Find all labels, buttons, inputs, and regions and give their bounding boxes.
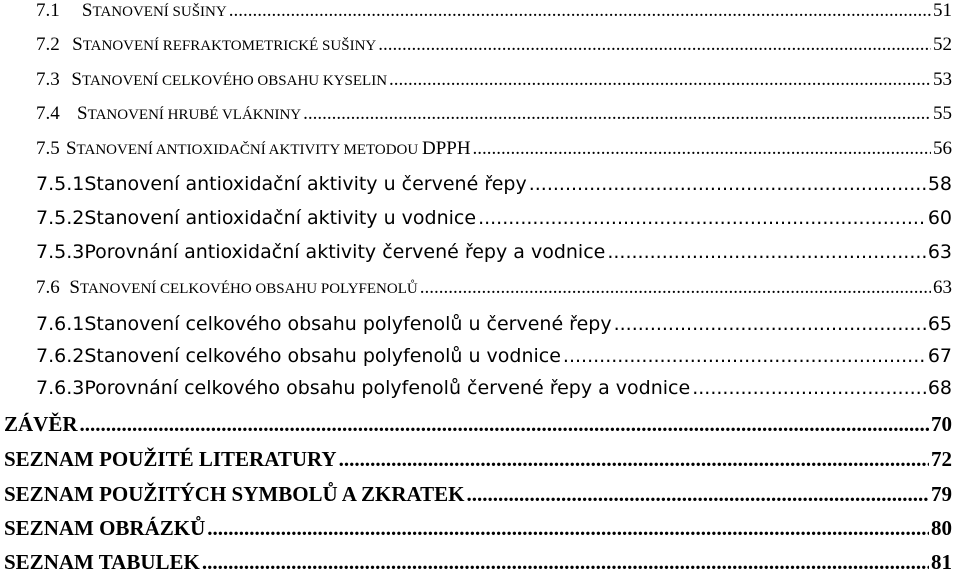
toc-page-number: 63 (933, 277, 952, 298)
toc-leader-dots (692, 377, 926, 399)
toc-page-number: 52 (933, 34, 952, 55)
toc-number: 7.1 (36, 0, 60, 21)
toc-entry-7-6-1[interactable] (36, 313, 952, 347)
toc-title: Stanovení celkového obsahu polyfenolů u vodnice (84, 345, 561, 367)
toc-entry-7-5[interactable] (36, 138, 952, 172)
toc-title: SEZNAM OBRÁZKŮ (4, 516, 206, 540)
toc-number: 7.2 (36, 34, 60, 55)
toc-leader-dots (607, 241, 925, 263)
toc-number: 7.6 (36, 277, 60, 298)
toc-page-number: 67 (927, 345, 952, 367)
toc-title: SEZNAM POUŽITÉ LITERATURY (4, 447, 337, 471)
toc-entry-7-1[interactable] (36, 0, 952, 34)
toc-number: 7.5 (36, 138, 60, 159)
toc-leader-dots (80, 412, 929, 437)
toc-number: 7.6.2 (36, 345, 85, 367)
toc-entry-symboly[interactable] (4, 482, 952, 516)
toc-page-number: 63 (927, 241, 952, 263)
toc-leader-dots (473, 138, 931, 160)
toc-title: STANOVENÍ ANTIOXIDAČNÍ AKTIVITY METODOU DPPH (65, 138, 471, 159)
toc-entry-literatura[interactable] (4, 447, 952, 481)
toc-page-number: 70 (931, 412, 952, 436)
toc-number: 7.5.3 (36, 241, 85, 263)
toc-entry-7-2[interactable] (36, 34, 952, 68)
toc-entry-zaver[interactable] (4, 412, 952, 446)
toc-number: 7.4 (36, 103, 60, 124)
toc-leader-dots (563, 345, 926, 367)
toc-leader-dots (339, 447, 929, 472)
toc-title: Porovnání celkového obsahu polyfenolů červené řepy a vodnice (84, 377, 691, 399)
toc-title: Stanovení antioxidační aktivity u červené řepy (84, 173, 527, 195)
toc-leader-dots (529, 173, 926, 195)
toc-leader-dots (614, 313, 926, 335)
toc-page-number: 51 (933, 0, 952, 21)
toc-title: Porovnání antioxidační aktivity červené řepy a vodnice (84, 241, 606, 263)
toc-page-number: 56 (933, 138, 952, 159)
toc-entry-7-4[interactable] (36, 103, 952, 137)
toc-leader-dots (207, 516, 929, 541)
toc-title: STANOVENÍ REFRAKTOMETRICKÉ SUŠINY (72, 34, 377, 55)
toc-entry-obrazky[interactable] (4, 516, 952, 550)
toc-number: 7.5.1 (36, 173, 85, 195)
toc-entry-7-6[interactable] (36, 277, 952, 311)
toc-number: 7.5.2 (36, 207, 85, 229)
toc-title: SEZNAM POUŽITÝCH SYMBOLŮ A ZKRATEK (4, 482, 465, 506)
toc-page-number: 53 (933, 69, 952, 90)
toc-page-number: 55 (933, 103, 952, 124)
toc-leader-dots (467, 482, 929, 507)
toc-page-number: 80 (931, 516, 952, 540)
toc-entry-7-3[interactable] (36, 69, 952, 103)
toc-title: STANOVENÍ HRUBÉ VLÁKNINY (77, 103, 302, 124)
toc-title: ZÁVĚR (4, 412, 78, 436)
toc-page-number: 68 (927, 377, 952, 399)
toc-page-number: 72 (931, 447, 952, 471)
toc-page-number: 81 (931, 550, 952, 574)
toc-page-number: 65 (927, 313, 952, 335)
toc-page-number: 58 (927, 173, 952, 195)
toc-page-number: 79 (931, 482, 952, 506)
toc-leader-dots (420, 277, 931, 299)
toc-title: Stanovení antioxidační aktivity u vodnice (84, 207, 477, 229)
toc-leader-dots (202, 550, 929, 575)
toc-title: SEZNAM TABULEK (4, 550, 200, 574)
toc-leader-dots (478, 207, 926, 229)
toc-entry-7-6-2[interactable] (36, 345, 952, 379)
toc-number: 7.6.1 (36, 313, 85, 335)
toc-title: STANOVENÍ CELKOVÉHO OBSAHU KYSELIN (71, 69, 388, 90)
toc-entry-tabulky[interactable] (4, 550, 952, 584)
toc-title: STANOVENÍ SUŠINY (81, 0, 227, 21)
toc-leader-dots (229, 0, 931, 22)
toc-page-number: 60 (927, 207, 952, 229)
toc-number: 7.6.3 (36, 377, 85, 399)
toc-entry-7-5-3[interactable] (36, 241, 952, 275)
toc-entry-7-6-3[interactable] (36, 377, 952, 411)
toc-entry-7-5-2[interactable] (36, 207, 952, 241)
toc-number: 7.3 (36, 69, 60, 90)
toc-leader-dots (389, 69, 931, 91)
toc-leader-dots (378, 34, 931, 56)
toc-title: Stanovení celkového obsahu polyfenolů u červené řepy (84, 313, 612, 335)
toc-title: STANOVENÍ CELKOVÉHO OBSAHU POLYFENOLŮ (69, 277, 418, 298)
toc-entry-7-5-1[interactable] (36, 173, 952, 207)
toc-leader-dots (303, 103, 931, 125)
